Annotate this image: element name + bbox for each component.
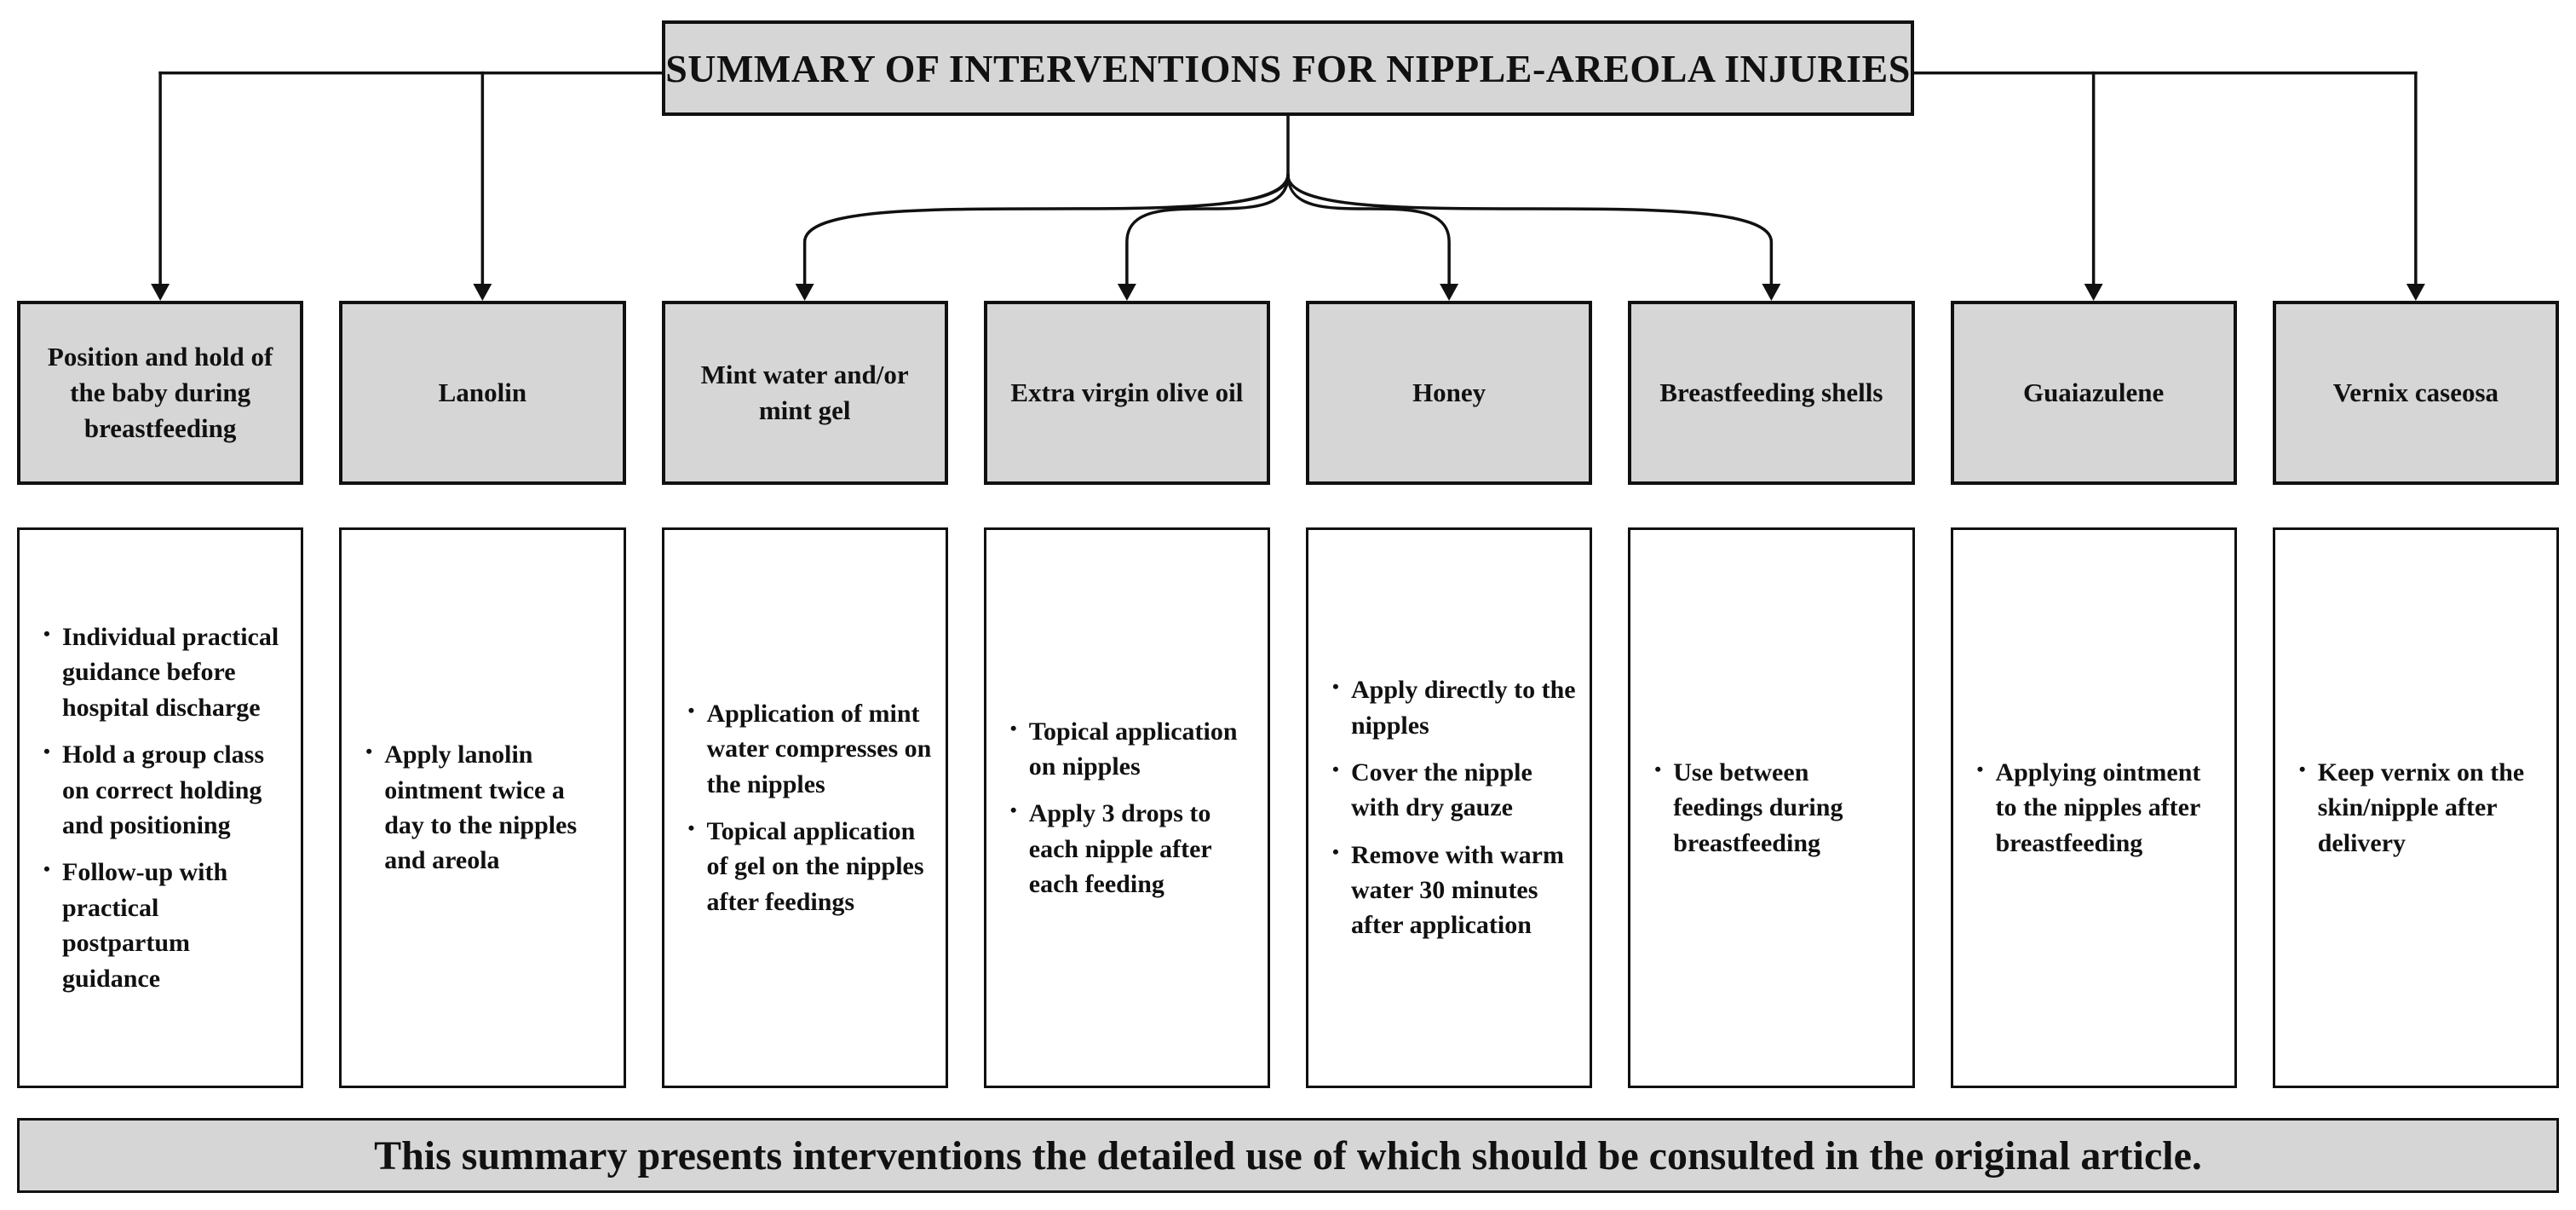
bullet-item: • Use between feedings during breastfeeding [1647,755,1898,861]
diagram-title: SUMMARY OF INTERVENTIONS FOR NIPPLE-AREOLA INJURIES [662,20,1914,116]
intervention-column-position [17,301,303,1088]
intervention-column-lanolin [339,301,625,1088]
bullet-list [681,684,932,931]
intervention-header: Honey [1306,301,1592,485]
intervention-columns [17,301,2559,1088]
bullet-list [2292,743,2543,873]
intervention-column-mint [662,301,948,1088]
intervention-header: Vernix caseosa [2273,301,2559,485]
intervention-header: Guaiazulene [1951,301,2237,485]
bullet-item: • Apply directly to the nipples [1325,672,1576,743]
bullet-item: • Remove with warm water 30 minutes after application [1325,838,1576,943]
intervention-details [984,527,1270,1088]
bullet-item: • Topical application of gel on the nipples after feedings [681,814,932,919]
bullet-item: • Cover the nipple with dry gauze [1325,755,1576,826]
intervention-column-vernix [2273,301,2559,1088]
intervention-details [17,527,303,1088]
intervention-details [1306,527,1592,1088]
intervention-details [662,527,948,1088]
intervention-column-guaiazulene [1951,301,2237,1088]
bullet-list [37,608,287,1008]
intervention-header: Extra virgin olive oil [984,301,1270,485]
bullet-item: • Follow-up with practical postpartum guidance [37,855,287,996]
intervention-details [1951,527,2237,1088]
intervention-column-honey [1306,301,1592,1088]
bullet-list [1325,660,1576,955]
bullet-item: • Apply lanolin ointment twice a day to the nipples and areola [359,737,609,879]
intervention-header: Mint water and/or mint gel [662,301,948,485]
bullet-list [359,725,609,890]
bullet-item: • Topical application on nipples [1003,714,1254,785]
bullet-item: • Apply 3 drops to each nipple after each feeding [1003,796,1254,902]
intervention-header: Position and hold of the baby during breastfeeding [17,301,303,485]
bullet-list [1647,743,1898,873]
footer-note: This summary presents interventions the detailed use of which should be consulted in the original article. [17,1118,2559,1193]
bullet-list [1970,743,2221,873]
bullet-item: • Hold a group class on correct holding and positioning [37,737,287,843]
intervention-column-shells [1628,301,1914,1088]
bullet-item: • Keep vernix on the skin/nipple after delivery [2292,755,2543,861]
bullet-list [1003,702,1254,914]
intervention-details [2273,527,2559,1088]
intervention-column-olive-oil [984,301,1270,1088]
intervention-header: Breastfeeding shells [1628,301,1914,485]
intervention-details [1628,527,1914,1088]
intervention-details [339,527,625,1088]
intervention-header: Lanolin [339,301,625,485]
bullet-item: • Applying ointment to the nipples after breastfeeding [1970,755,2221,861]
bullet-item: • Application of mint water compresses on the nipples [681,696,932,802]
bullet-item: • Individual practical guidance before hospital discharge [37,619,287,725]
